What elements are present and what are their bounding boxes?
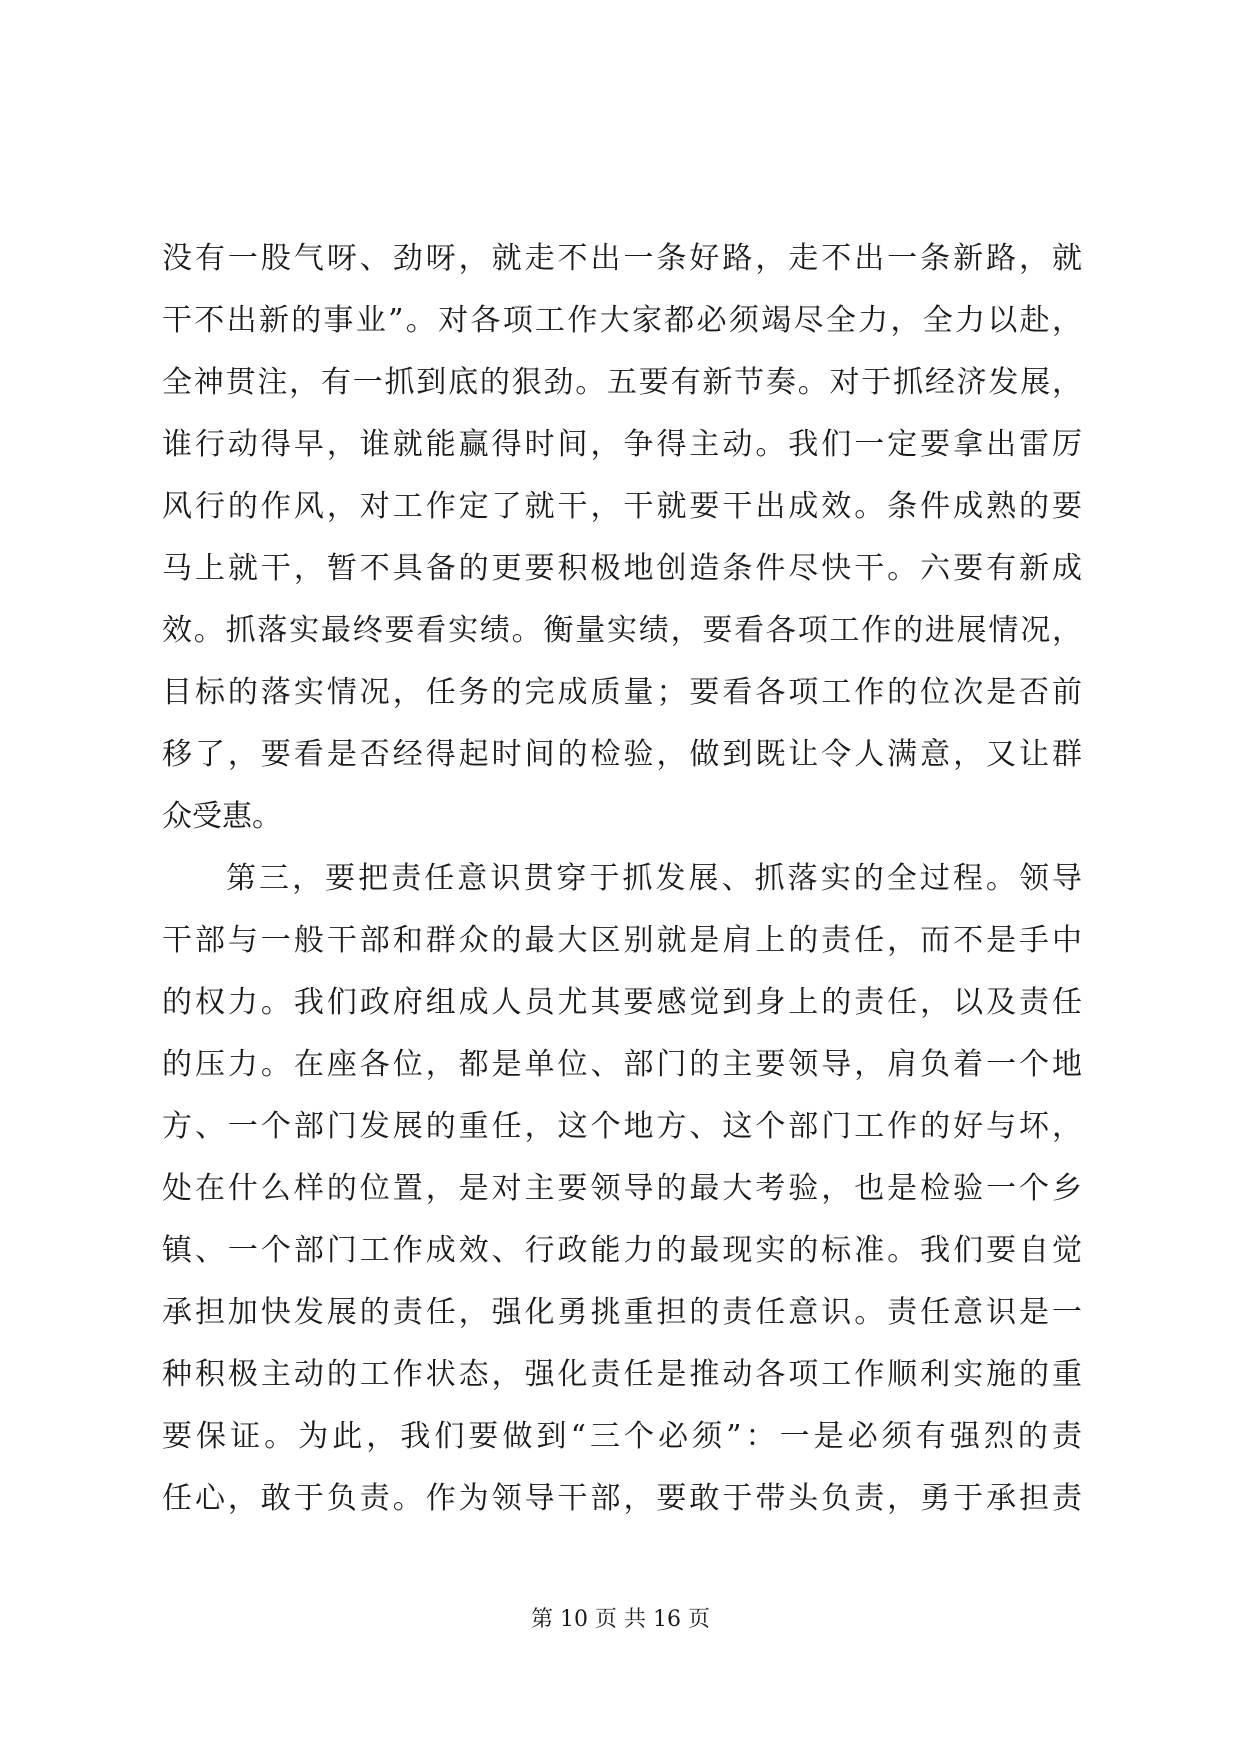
text-line: 镇、一个部门工作成效、行政能力的最现实的标准。我们要自觉 — [162, 1233, 1082, 1268]
text-line: 谁行动得早，谁就能赢得时间，争得主动。我们一定要拿出雷厉 — [162, 427, 1082, 462]
text-line: 移了，要看是否经得起时间的检验，做到既让令人满意，又让群 — [162, 737, 1082, 772]
page-number-footer: 第 10 页 共 16 页 — [531, 1607, 710, 1632]
text-line: 第三，要把责任意识贯穿于抓发展、抓落实的全过程。领导 — [226, 861, 1082, 896]
text-line: 全神贯注，有一抓到底的狠劲。五要有新节奏。对于抓经济发展， — [162, 365, 1082, 400]
text-line: 风行的作风，对工作定了就干，干就要干出成效。条件成熟的要 — [162, 489, 1082, 524]
paragraph-1 — [162, 228, 1082, 848]
text-line: 干不出新的事业”。对各项工作大家都必须竭尽全力，全力以赴， — [162, 303, 1082, 338]
text-line: 的压力。在座各位，都是单位、部门的主要领导，肩负着一个地 — [162, 1047, 1082, 1082]
text-line: 目标的落实情况，任务的完成质量；要看各项工作的位次是否前 — [162, 675, 1082, 710]
text-line: 马上就干，暂不具备的更要积极地创造条件尽快干。六要有新成 — [162, 551, 1082, 586]
text-line: 的权力。我们政府组成人员尤其要感觉到身上的责任，以及责任 — [162, 985, 1082, 1020]
body-text — [162, 228, 1082, 1530]
paragraph-2 — [162, 848, 1082, 1530]
text-line: 任心，敢于负责。作为领导干部，要敢于带头负责，勇于承担责 — [162, 1481, 1082, 1516]
text-line: 处在什么样的位置，是对主要领导的最大考验，也是检验一个乡 — [162, 1171, 1082, 1206]
text-line: 要保证。为此，我们要做到“三个必须”：一是必须有强烈的责 — [162, 1419, 1082, 1454]
text-line: 方、一个部门发展的重任，这个地方、这个部门工作的好与坏， — [162, 1109, 1082, 1144]
text-line: 效。抓落实最终要看实绩。衡量实绩，要看各项工作的进展情况， — [162, 613, 1082, 648]
text-line: 承担加快发展的责任，强化勇挑重担的责任意识。责任意识是一 — [162, 1295, 1082, 1330]
text-line: 种积极主动的工作状态，强化责任是推动各项工作顺利实施的重 — [162, 1357, 1082, 1392]
text-line: 众受惠。 — [162, 799, 282, 834]
text-line: 没有一股气呀、劲呀，就走不出一条好路，走不出一条新路，就 — [162, 241, 1082, 276]
text-line: 干部与一般干部和群众的最大区别就是肩上的责任，而不是手中 — [162, 923, 1082, 958]
